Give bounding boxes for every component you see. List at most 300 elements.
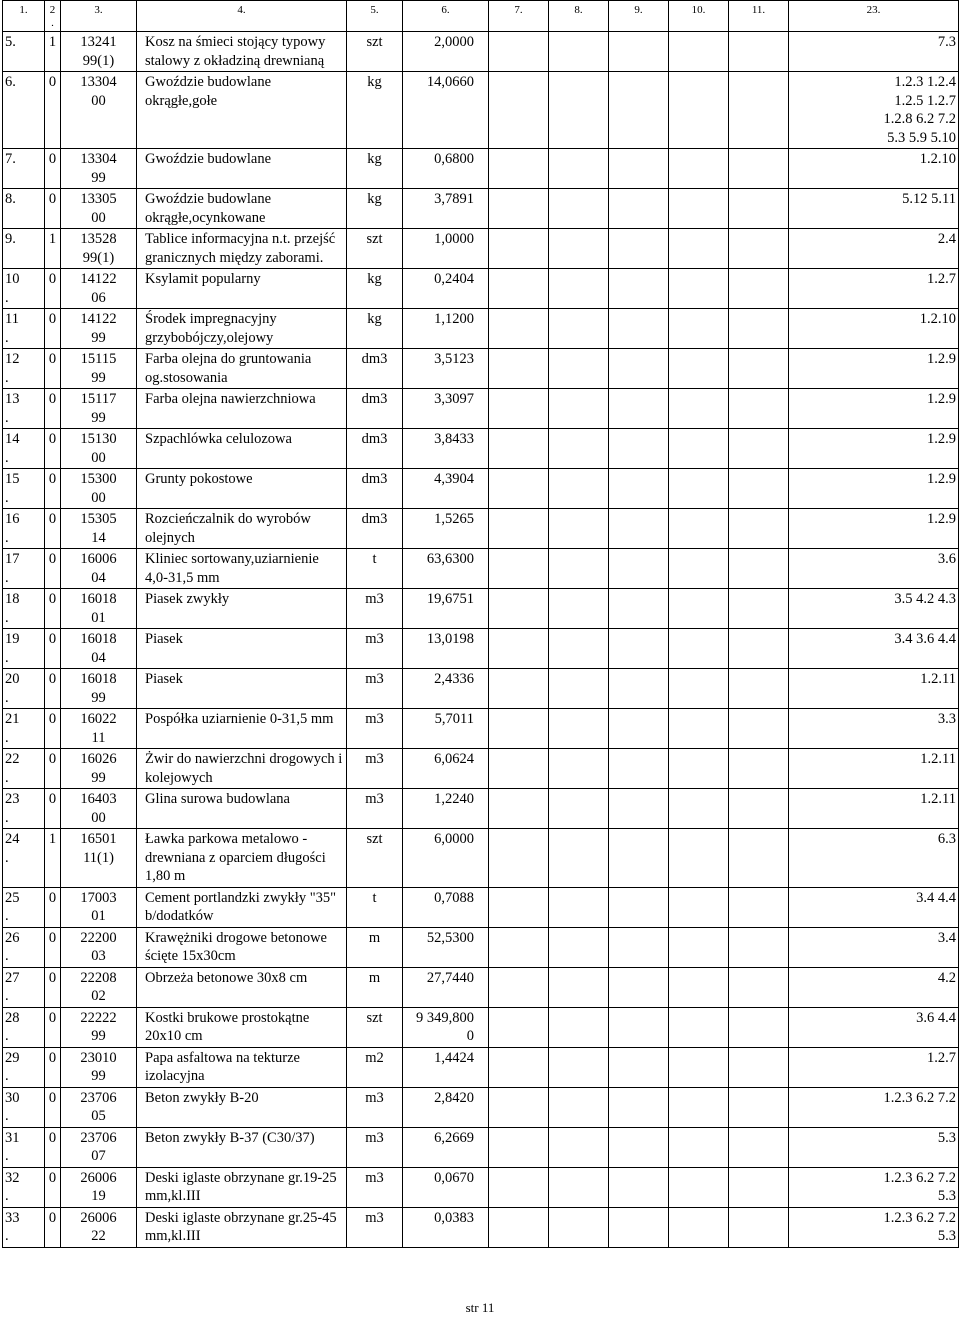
quantity-cell: 1,2240	[403, 789, 489, 829]
row-number: 15 .	[3, 469, 45, 509]
empty-cell	[609, 229, 669, 269]
empty-cell	[609, 829, 669, 888]
quantity-cell: 19,6751	[403, 589, 489, 629]
empty-cell	[549, 72, 609, 149]
empty-cell	[609, 709, 669, 749]
row-number: 24 .	[3, 829, 45, 888]
reference-cell: 1.2.11	[789, 749, 959, 789]
flag-cell: 0	[45, 1007, 61, 1047]
quantity-cell: 0,0670	[403, 1167, 489, 1207]
empty-cell	[729, 149, 789, 189]
material-code: 23010 99	[61, 1047, 137, 1087]
empty-cell	[729, 549, 789, 589]
table-row	[3, 549, 959, 589]
empty-cell	[489, 1007, 549, 1047]
unit-cell: szt	[347, 829, 403, 888]
quantity-cell: 3,3097	[403, 389, 489, 429]
material-name: Szpachlówka celulozowa	[137, 429, 347, 469]
empty-cell	[669, 1207, 729, 1247]
empty-cell	[489, 389, 549, 429]
quantity-cell: 2,0000	[403, 32, 489, 72]
empty-cell	[489, 589, 549, 629]
table-row	[3, 509, 959, 549]
table-row	[3, 1087, 959, 1127]
empty-cell	[609, 1127, 669, 1167]
table-row	[3, 589, 959, 629]
flag-cell: 0	[45, 1087, 61, 1127]
empty-cell	[609, 189, 669, 229]
table-row	[3, 1127, 959, 1167]
reference-cell: 3.6	[789, 549, 959, 589]
material-name: Beton zwykły B-20	[137, 1087, 347, 1127]
header-cell: 3.	[61, 1, 137, 32]
material-code: 15115 99	[61, 349, 137, 389]
empty-cell	[489, 927, 549, 967]
empty-cell	[489, 349, 549, 389]
empty-cell	[669, 389, 729, 429]
reference-cell: 3.4 4.4	[789, 887, 959, 927]
empty-cell	[669, 549, 729, 589]
table-row	[3, 1047, 959, 1087]
empty-cell	[609, 927, 669, 967]
empty-cell	[489, 549, 549, 589]
table-row	[3, 72, 959, 149]
table-row	[3, 1207, 959, 1247]
empty-cell	[669, 1087, 729, 1127]
empty-cell	[729, 749, 789, 789]
header-cell: 11.	[729, 1, 789, 32]
empty-cell	[549, 829, 609, 888]
reference-cell: 1.2.9	[789, 469, 959, 509]
table-row	[3, 189, 959, 229]
row-number: 32 .	[3, 1167, 45, 1207]
empty-cell	[729, 189, 789, 229]
row-number: 19 .	[3, 629, 45, 669]
material-code: 13305 00	[61, 189, 137, 229]
material-code: 15305 14	[61, 509, 137, 549]
empty-cell	[549, 229, 609, 269]
flag-cell: 0	[45, 789, 61, 829]
material-name: Pospółka uziarnienie 0-31,5 mm	[137, 709, 347, 749]
header-cell: 9.	[609, 1, 669, 32]
reference-cell: 1.2.11	[789, 789, 959, 829]
flag-cell: 0	[45, 149, 61, 189]
unit-cell: dm3	[347, 389, 403, 429]
table-row	[3, 429, 959, 469]
empty-cell	[609, 349, 669, 389]
quantity-cell: 1,0000	[403, 229, 489, 269]
reference-cell: 3.4	[789, 927, 959, 967]
empty-cell	[729, 429, 789, 469]
row-number: 29 .	[3, 1047, 45, 1087]
quantity-cell: 14,0660	[403, 72, 489, 149]
material-code: 13528 99(1)	[61, 229, 137, 269]
empty-cell	[669, 469, 729, 509]
unit-cell: kg	[347, 189, 403, 229]
empty-cell	[669, 589, 729, 629]
reference-cell: 1.2.9	[789, 389, 959, 429]
empty-cell	[489, 887, 549, 927]
table-row	[3, 149, 959, 189]
material-name: Rozcieńczalnik do wyrobów olejnych	[137, 509, 347, 549]
empty-cell	[489, 1207, 549, 1247]
material-code: 15300 00	[61, 469, 137, 509]
empty-cell	[549, 389, 609, 429]
empty-cell	[489, 1127, 549, 1167]
flag-cell: 0	[45, 469, 61, 509]
reference-cell: 3.3	[789, 709, 959, 749]
reference-cell: 1.2.11	[789, 669, 959, 709]
material-name: Beton zwykły B-37 (C30/37)	[137, 1127, 347, 1167]
material-name: Ławka parkowa metalowo - drewniana z oparciem długości 1,80 m	[137, 829, 347, 888]
row-number: 18 .	[3, 589, 45, 629]
empty-cell	[549, 629, 609, 669]
material-name: Glina surowa budowlana	[137, 789, 347, 829]
unit-cell: m3	[347, 709, 403, 749]
flag-cell: 0	[45, 429, 61, 469]
flag-cell: 0	[45, 189, 61, 229]
material-code: 14122 99	[61, 309, 137, 349]
quantity-cell: 0,7088	[403, 887, 489, 927]
row-number: 16 .	[3, 509, 45, 549]
empty-cell	[729, 1167, 789, 1207]
quantity-cell: 3,5123	[403, 349, 489, 389]
table-row	[3, 1167, 959, 1207]
empty-cell	[549, 709, 609, 749]
material-name: Tablice informacyjna n.t. przejść granicznych między zaborami.	[137, 229, 347, 269]
empty-cell	[729, 269, 789, 309]
empty-cell	[729, 709, 789, 749]
empty-cell	[669, 269, 729, 309]
flag-cell: 0	[45, 389, 61, 429]
empty-cell	[609, 309, 669, 349]
header-cell: 6.	[403, 1, 489, 32]
empty-cell	[489, 1047, 549, 1087]
empty-cell	[549, 1207, 609, 1247]
row-number: 17 .	[3, 549, 45, 589]
empty-cell	[729, 1047, 789, 1087]
material-code: 16501 11(1)	[61, 829, 137, 888]
reference-cell: 3.4 3.6 4.4	[789, 629, 959, 669]
empty-cell	[669, 927, 729, 967]
quantity-cell: 52,5300	[403, 927, 489, 967]
empty-cell	[549, 349, 609, 389]
unit-cell: kg	[347, 149, 403, 189]
empty-cell	[489, 189, 549, 229]
material-name: Gwoździe budowlane okrągłe,gołe	[137, 72, 347, 149]
material-name: Krawężniki drogowe betonowe ścięte 15x30cm	[137, 927, 347, 967]
quantity-cell: 27,7440	[403, 967, 489, 1007]
flag-cell: 0	[45, 72, 61, 149]
quantity-cell: 3,8433	[403, 429, 489, 469]
row-number: 25 .	[3, 887, 45, 927]
material-code: 13304 00	[61, 72, 137, 149]
empty-cell	[609, 1007, 669, 1047]
material-name: Farba olejna nawierzchniowa	[137, 389, 347, 429]
material-name: Piasek zwykły	[137, 589, 347, 629]
empty-cell	[609, 389, 669, 429]
reference-cell: 5.3	[789, 1127, 959, 1167]
quantity-cell: 9 349,800 0	[403, 1007, 489, 1047]
quantity-cell: 1,4424	[403, 1047, 489, 1087]
empty-cell	[729, 887, 789, 927]
flag-cell: 0	[45, 887, 61, 927]
header-cell: 10.	[669, 1, 729, 32]
table-row	[3, 1007, 959, 1047]
reference-cell: 1.2.3 6.2 7.2 5.3	[789, 1167, 959, 1207]
row-number: 6.	[3, 72, 45, 149]
material-name: Deski iglaste obrzynane gr.25-45 mm,kl.III	[137, 1207, 347, 1247]
row-number: 28 .	[3, 1007, 45, 1047]
empty-cell	[549, 967, 609, 1007]
flag-cell: 0	[45, 589, 61, 629]
quantity-cell: 0,0383	[403, 1207, 489, 1247]
empty-cell	[609, 1087, 669, 1127]
quantity-cell: 6,0624	[403, 749, 489, 789]
empty-cell	[729, 32, 789, 72]
table-row	[3, 229, 959, 269]
material-code: 13241 99(1)	[61, 32, 137, 72]
empty-cell	[729, 1127, 789, 1167]
flag-cell: 0	[45, 749, 61, 789]
table-row	[3, 789, 959, 829]
quantity-cell: 13,0198	[403, 629, 489, 669]
reference-cell: 1.2.3 6.2 7.2 5.3	[789, 1207, 959, 1247]
header-cell: 4.	[137, 1, 347, 32]
empty-cell	[669, 1167, 729, 1207]
material-code: 15130 00	[61, 429, 137, 469]
empty-cell	[549, 509, 609, 549]
empty-cell	[729, 629, 789, 669]
empty-cell	[609, 32, 669, 72]
flag-cell: 0	[45, 967, 61, 1007]
row-number: 10 .	[3, 269, 45, 309]
empty-cell	[489, 229, 549, 269]
empty-cell	[729, 509, 789, 549]
row-number: 8.	[3, 189, 45, 229]
reference-cell: 1.2.7	[789, 269, 959, 309]
empty-cell	[549, 189, 609, 229]
unit-cell: m3	[347, 1127, 403, 1167]
flag-cell: 0	[45, 709, 61, 749]
quantity-cell: 1,1200	[403, 309, 489, 349]
reference-cell: 1.2.7	[789, 1047, 959, 1087]
empty-cell	[729, 927, 789, 967]
empty-cell	[729, 72, 789, 149]
quantity-cell: 63,6300	[403, 549, 489, 589]
header-cell: 23.	[789, 1, 959, 32]
material-code: 15117 99	[61, 389, 137, 429]
unit-cell: m3	[347, 1087, 403, 1127]
material-name: Papa asfaltowa na tekturze izolacyjna	[137, 1047, 347, 1087]
material-code: 16006 04	[61, 549, 137, 589]
flag-cell: 0	[45, 669, 61, 709]
row-number: 33 .	[3, 1207, 45, 1247]
empty-cell	[609, 967, 669, 1007]
empty-cell	[549, 1007, 609, 1047]
empty-cell	[489, 967, 549, 1007]
empty-cell	[549, 309, 609, 349]
empty-cell	[669, 789, 729, 829]
header-row	[3, 1, 959, 32]
material-name: Środek impregnacyjny grzybobójczy,olejowy	[137, 309, 347, 349]
material-code: 23706 07	[61, 1127, 137, 1167]
row-number: 9.	[3, 229, 45, 269]
material-name: Piasek	[137, 669, 347, 709]
flag-cell: 1	[45, 829, 61, 888]
reference-cell: 3.6 4.4	[789, 1007, 959, 1047]
row-number: 22 .	[3, 749, 45, 789]
quantity-cell: 2,8420	[403, 1087, 489, 1127]
empty-cell	[729, 789, 789, 829]
empty-cell	[729, 829, 789, 888]
material-name: Gwoździe budowlane	[137, 149, 347, 189]
unit-cell: m3	[347, 629, 403, 669]
reference-cell: 1.2.10	[789, 149, 959, 189]
flag-cell: 0	[45, 509, 61, 549]
table-row	[3, 309, 959, 349]
material-code: 16026 99	[61, 749, 137, 789]
empty-cell	[489, 669, 549, 709]
materials-table	[2, 0, 959, 1248]
row-number: 5.	[3, 32, 45, 72]
empty-cell	[669, 229, 729, 269]
table-row	[3, 32, 959, 72]
empty-cell	[609, 1047, 669, 1087]
flag-cell: 0	[45, 269, 61, 309]
material-code: 26006 19	[61, 1167, 137, 1207]
table-row	[3, 269, 959, 309]
material-code: 13304 99	[61, 149, 137, 189]
quantity-cell: 0,6800	[403, 149, 489, 189]
empty-cell	[669, 309, 729, 349]
empty-cell	[489, 1087, 549, 1127]
flag-cell: 0	[45, 927, 61, 967]
row-number: 27 .	[3, 967, 45, 1007]
empty-cell	[669, 349, 729, 389]
empty-cell	[489, 32, 549, 72]
empty-cell	[549, 749, 609, 789]
material-name: Grunty pokostowe	[137, 469, 347, 509]
table-row	[3, 389, 959, 429]
material-code: 16018 01	[61, 589, 137, 629]
unit-cell: m3	[347, 1207, 403, 1247]
table-row	[3, 629, 959, 669]
material-code: 16018 99	[61, 669, 137, 709]
empty-cell	[669, 829, 729, 888]
material-name: Żwir do nawierzchni drogowych i kolejowych	[137, 749, 347, 789]
quantity-cell: 0,2404	[403, 269, 489, 309]
table-row	[3, 887, 959, 927]
row-number: 26 .	[3, 927, 45, 967]
row-number: 21 .	[3, 709, 45, 749]
empty-cell	[669, 669, 729, 709]
reference-cell: 6.3	[789, 829, 959, 888]
unit-cell: szt	[347, 1007, 403, 1047]
material-name: Cement portlandzki zwykły "35" b/dodatków	[137, 887, 347, 927]
empty-cell	[609, 429, 669, 469]
empty-cell	[549, 1167, 609, 1207]
unit-cell: kg	[347, 309, 403, 349]
unit-cell: m3	[347, 669, 403, 709]
empty-cell	[729, 669, 789, 709]
reference-cell: 4.2	[789, 967, 959, 1007]
quantity-cell: 6,2669	[403, 1127, 489, 1167]
page-number: str 11	[465, 1300, 495, 1315]
empty-cell	[669, 189, 729, 229]
empty-cell	[609, 749, 669, 789]
table-row	[3, 927, 959, 967]
flag-cell: 1	[45, 32, 61, 72]
header-cell: 5.	[347, 1, 403, 32]
empty-cell	[489, 149, 549, 189]
unit-cell: kg	[347, 269, 403, 309]
empty-cell	[489, 269, 549, 309]
empty-cell	[669, 1047, 729, 1087]
unit-cell: szt	[347, 229, 403, 269]
empty-cell	[729, 589, 789, 629]
material-code: 23706 05	[61, 1087, 137, 1127]
empty-cell	[729, 309, 789, 349]
row-number: 13 .	[3, 389, 45, 429]
material-code: 17003 01	[61, 887, 137, 927]
material-name: Ksylamit popularny	[137, 269, 347, 309]
empty-cell	[489, 509, 549, 549]
empty-cell	[549, 269, 609, 309]
empty-cell	[669, 967, 729, 1007]
empty-cell	[489, 1167, 549, 1207]
material-name: Piasek	[137, 629, 347, 669]
header-cell: 8.	[549, 1, 609, 32]
empty-cell	[729, 1007, 789, 1047]
material-code: 16022 11	[61, 709, 137, 749]
material-name: Deski iglaste obrzynane gr.19-25 mm,kl.III	[137, 1167, 347, 1207]
empty-cell	[549, 1047, 609, 1087]
empty-cell	[489, 829, 549, 888]
empty-cell	[489, 469, 549, 509]
empty-cell	[609, 509, 669, 549]
unit-cell: m2	[347, 1047, 403, 1087]
unit-cell: dm3	[347, 469, 403, 509]
empty-cell	[609, 469, 669, 509]
empty-cell	[609, 149, 669, 189]
empty-cell	[549, 927, 609, 967]
empty-cell	[609, 789, 669, 829]
empty-cell	[729, 1207, 789, 1247]
reference-cell: 7.3	[789, 32, 959, 72]
row-number: 20 .	[3, 669, 45, 709]
material-code: 26006 22	[61, 1207, 137, 1247]
empty-cell	[729, 967, 789, 1007]
table-row	[3, 749, 959, 789]
empty-cell	[729, 469, 789, 509]
reference-cell: 2.4	[789, 229, 959, 269]
material-code: 22208 02	[61, 967, 137, 1007]
empty-cell	[669, 1007, 729, 1047]
flag-cell: 0	[45, 1167, 61, 1207]
quantity-cell: 6,0000	[403, 829, 489, 888]
empty-cell	[549, 549, 609, 589]
reference-cell: 1.2.3 1.2.4 1.2.5 1.2.7 1.2.8 6.2 7.2 5.3 5.9 5.10	[789, 72, 959, 149]
unit-cell: dm3	[347, 429, 403, 469]
unit-cell: m3	[347, 1167, 403, 1207]
flag-cell: 1	[45, 229, 61, 269]
header-cell: 2 .	[45, 1, 61, 32]
empty-cell	[489, 629, 549, 669]
table-row	[3, 967, 959, 1007]
table-row	[3, 829, 959, 888]
material-code: 22222 99	[61, 1007, 137, 1047]
